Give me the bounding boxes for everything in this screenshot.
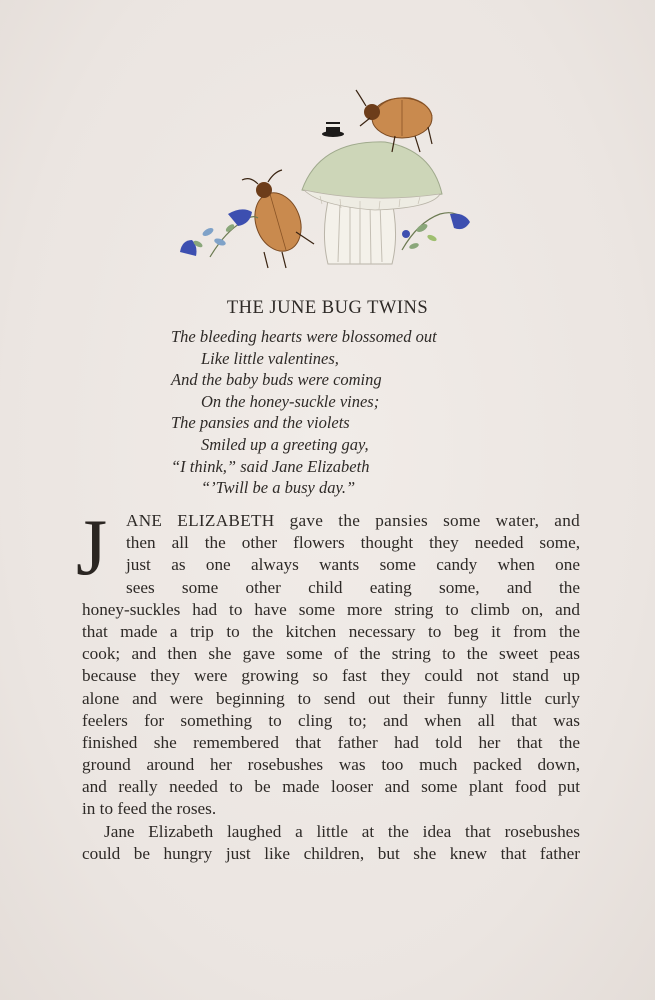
poem-line: On the honey-suckle vines; — [201, 391, 380, 411]
text-line: honey-suckles had to have some more string to climb on, and — [82, 599, 580, 619]
poem-line: Smiled up a greeting gay, — [201, 434, 369, 454]
text-line: because they were growing so fast they could not stand up — [82, 666, 580, 686]
drop-cap: J — [76, 504, 108, 592]
poem-line: “’Twill be a busy day.” — [201, 478, 356, 498]
june-bug-on-ground — [242, 170, 314, 268]
text-line: sees some other child eating some, and the — [126, 577, 580, 597]
text-line: cook; and then she gave some of the string to the sweet peas — [82, 644, 580, 664]
bellflowers-right — [402, 213, 470, 250]
story-title: THE JUNE BUG TWINS — [226, 298, 429, 318]
text-line: Jane Elizabeth laughed a little at the idea that rosebushes — [104, 821, 580, 841]
text-line: feelers for something to cling to; and when all that was — [82, 710, 580, 730]
june-bugs-mushroom-illustration — [170, 82, 480, 272]
text-line: in to feed the roses. — [82, 799, 217, 819]
poem — [171, 326, 511, 499]
poem-line: The bleeding hearts were blossomed out — [171, 327, 437, 346]
story-text — [82, 510, 580, 865]
text-line: just as one always wants some candy when one — [126, 555, 580, 575]
text-line: ground around her rosebushes was too much packed down, — [82, 755, 580, 775]
text-line: alone and were beginning to send out their funny little curly — [82, 688, 580, 708]
poem-line: And the baby buds were coming — [171, 370, 382, 390]
mushroom-cap — [302, 142, 442, 199]
text-line: could be hungry just like children, but she knew that father — [82, 843, 580, 863]
bellflowers-left — [180, 209, 258, 257]
poem-line: “I think,” said Jane Elizabeth — [171, 456, 370, 476]
text-line: finished she remembered that father had told her that the — [82, 732, 580, 752]
poem-line: Like little valentines, — [201, 348, 339, 368]
text-line: then all the other flowers thought they needed some, — [126, 533, 580, 553]
text-line: that made a trip to the kitchen necessary to beg it from the — [82, 621, 580, 641]
poem-line: The pansies and the violets — [171, 413, 350, 433]
text-line: ANE ELIZABETH gave the pansies some water, and — [126, 511, 580, 530]
text-line: and really needed to be made looser and some plant food put — [82, 777, 580, 797]
